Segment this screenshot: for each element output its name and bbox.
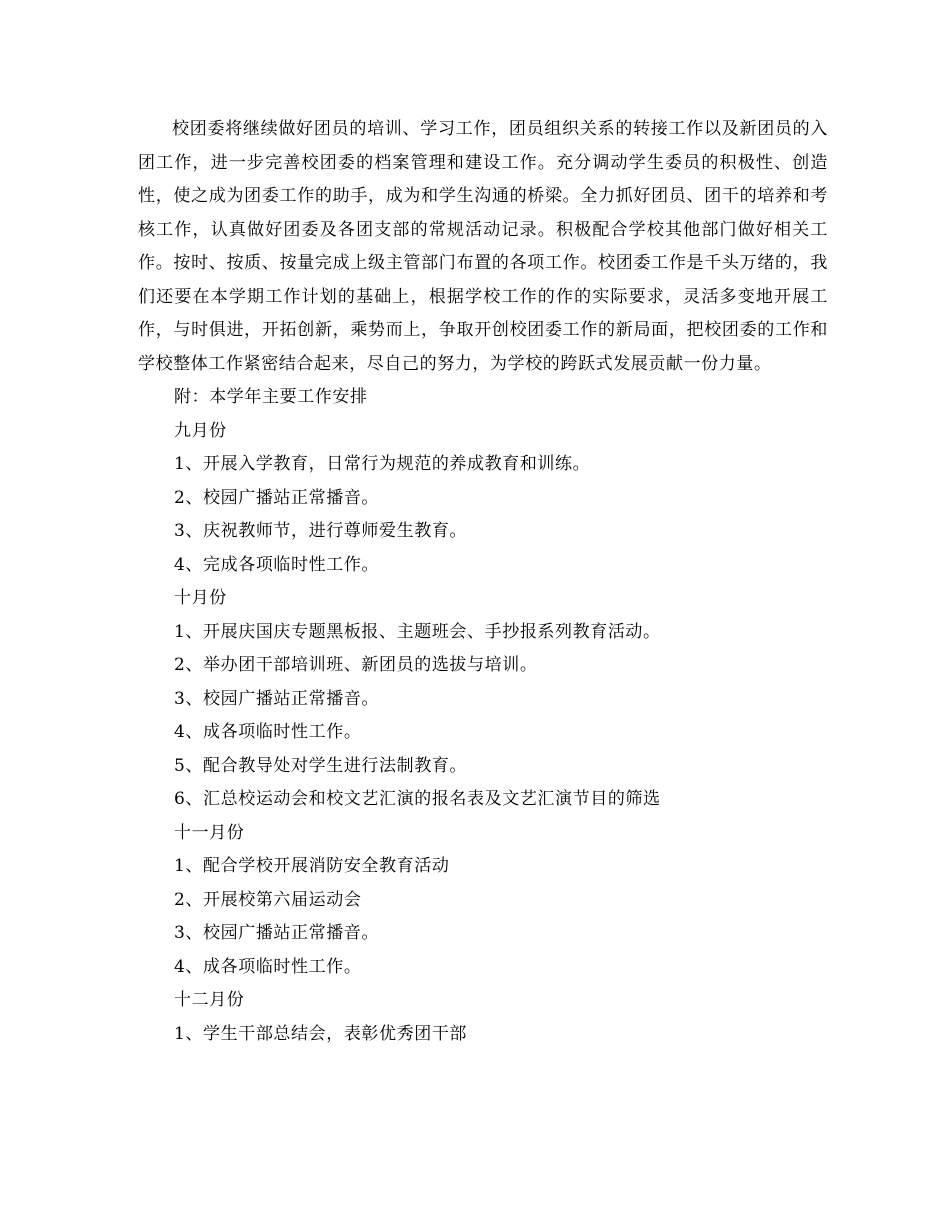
month-heading-november: 十一月份	[174, 822, 245, 843]
list-item: 4、成各项临时性工作。	[174, 722, 362, 742]
month-heading-october: 十月份	[174, 588, 227, 608]
list-item: 1、配合学校开展消防安全教育活动	[174, 856, 450, 876]
list-item: 1、开展庆国庆专题黑板报、主题班会、手抄报系列教育活动。	[174, 621, 661, 642]
month-heading-december: 十二月份	[174, 990, 245, 1010]
month-heading-september: 九月份	[174, 420, 227, 441]
list-item: 4、成各项临时性工作。	[174, 956, 362, 977]
list-item: 2、开展校第六届运动会	[174, 889, 362, 910]
list-item: 3、庆祝教师节，进行尊师爱生教育。	[174, 521, 468, 541]
list-item: 2、举办团干部培训班、新团员的选拔与培训。	[174, 655, 538, 675]
list-item: 1、学生干部总结会，表彰优秀团干部	[174, 1023, 468, 1044]
document-page	[138, 113, 828, 1051]
list-item: 4、完成各项临时性工作。	[174, 554, 380, 575]
appendix-title: 附：本学年主要工作安排	[174, 387, 368, 407]
intro-paragraph: 校团委将继续做好团员的培训、学习工作，团员组织关系的转接工作以及新团员的入团工作，进一步完善校团委的档案管理和建设工作。充分调动学生委员的积极性、创造性，使之成为团委工作的助手，成为和学生沟通的桥梁。全力抓好团员、团干的培养和考核工作，认真做好团委及各团支部的常规活动记录。积极配合学校其他部门做好相关工作。按时、按质、按量完成上级主管部门布置的各项工作。校团委工作是千头万绪的，我们还要在本学期工作计划的基础上，根据学校工作的作的实际要求，灵活多变地开展工作，与时俱进，开拓创新，乘势而上，争取开创校团委工作的新局面，把校团委的工作和学校整体工作紧密结合起来，尽自己的努力，为学校的跨跃式发展贡献一份力量。	[138, 119, 828, 374]
list-item: 5、配合教导处对学生进行法制教育。	[174, 755, 468, 776]
list-item: 2、校园广播站正常播音。	[174, 487, 380, 508]
list-item: 1、开展入学教育，日常行为规范的养成教育和训练。	[174, 454, 591, 474]
list-item: 6、汇总校运动会和校文艺汇演的报名表及文艺汇演节目的筛选	[174, 789, 661, 809]
list-item: 3、校园广播站正常播音。	[174, 688, 380, 709]
list-item: 3、校园广播站正常播音。	[174, 923, 380, 943]
